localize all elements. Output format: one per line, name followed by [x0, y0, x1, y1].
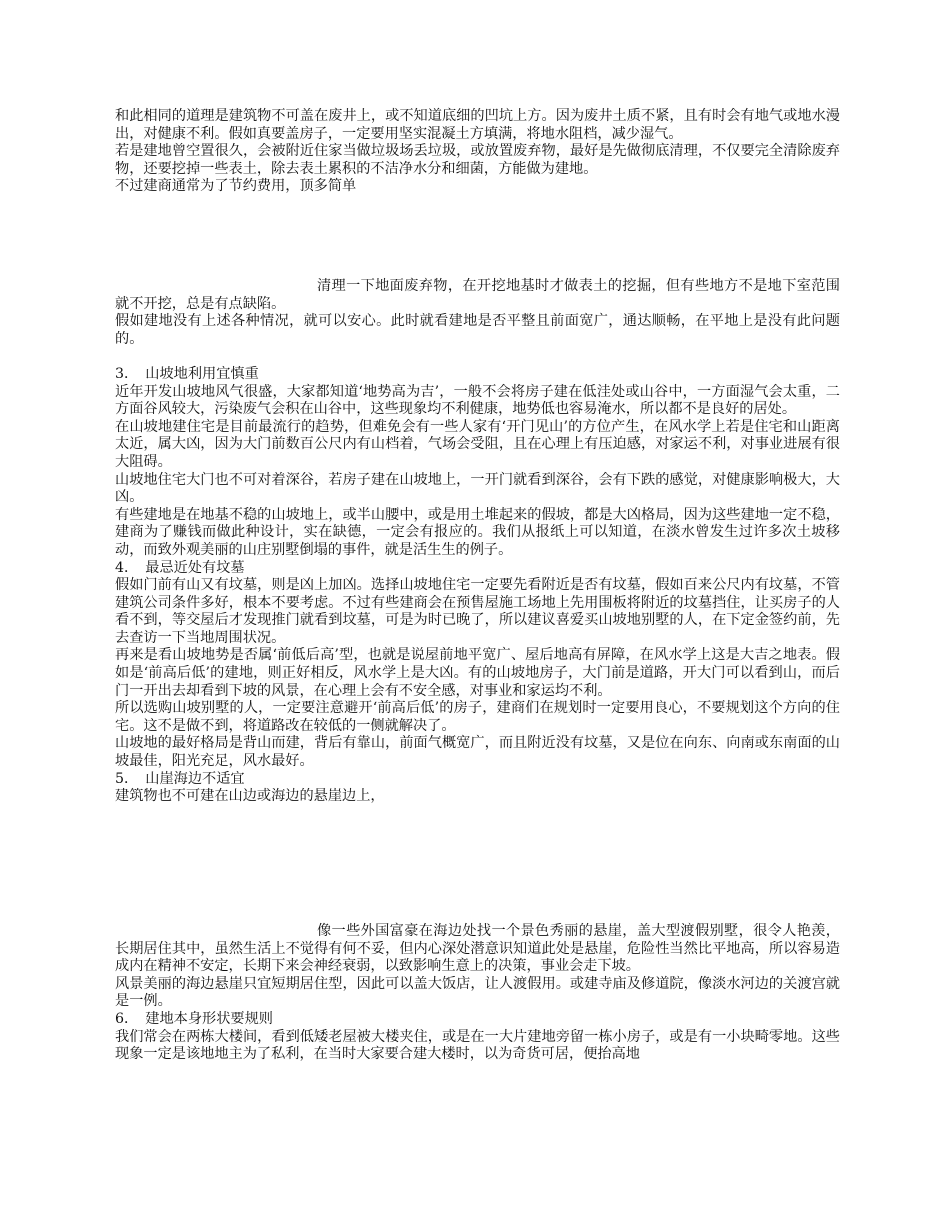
- paragraph-front-low-back-high: 再来是看山坡地势是否属‘前低后高’型，也就是说屋前地平宽广、屋后地高有屏障，在风水学上这是大吉之地表。假如是‘前高后低’的建地，则正好相反，风水学上是大凶。有的山坡地房子，大门前是道路，开大门可以看到山，而后门一开出去却看到下坡的风景，在心理上会有不安全感，对事业和家运均不利。: [115, 647, 840, 699]
- paragraph-facing-valley: 山坡地住宅大门也不可对着深谷，若房子建在山坡地上，一开门就看到深谷，会有下跌的感觉，对健康影响极大，大凶。: [115, 471, 840, 506]
- paragraph-short-stay: 风景美丽的海边悬崖只宜短期居住型，因此可以盖大饭店，让人渡假用。或建寺庙及修道院，像淡水河边的关渡宫就是一例。: [115, 975, 840, 1010]
- paragraph-graves-nearby: 假如门前有山又有坟墓，则是凶上加凶。选择山坡地住宅一定要先看附近是否有坟墓，假如百来公尺内有坟墓，不管建筑公司条件多好，根本不要考虑。不过有些建商会在预售屋施工场地上先用围板将附近的坟墓挡住，让买房子的人看不到，等交屋后才发现推门就看到坟墓，可是为时已晚了，所以建议喜爱买山坡地别墅的人，在下定金签约前，先去查访一下当地周围状况。: [115, 577, 840, 646]
- paragraph-builder-cost: 不过建商通常为了节约费用，顶多简单: [115, 178, 357, 195]
- paragraph-irregular-land: 我们常会在两栋大楼间，看到低矮老屋被大楼夹住，或是在一大片建地旁留一栋小房子，或是有一小块畸零地。这些现象一定是该地地主为了私利，在当时大家要合建大楼时，以为奇货可居，便抬高地: [115, 1028, 840, 1063]
- paragraph-hillside-trend: 近年开发山坡地风气很盛，大家都知道‘地势高为吉’，一般不会将房子建在低洼处或山谷中，一方面湿气会太重，二方面谷风较大，污染废气会积在山谷中，这些现象均不利健康，地势低也容易淹水，所以都不是良好的居处。: [115, 383, 840, 418]
- paragraph-abandoned-well: 和此相同的道理是建筑物不可盖在废井上，或不知道底细的凹坑上方。因为废井土质不紧，且有时会有地气或地水漫出，对健康不利。假如真要盖房子，一定要用坚实混凝土方填满，将地水阻档，减少湿气。: [115, 108, 840, 142]
- text-block-bottom: [115, 923, 840, 1064]
- paragraph-avoid-front-high: 所以选购山坡别墅的人，一定要注意避开‘前高后低’的房子，建商们在规划时一定要用良心，不要规划这个方向的住宅。这不是做不到，将道路改在较低的一侧就解决了。: [115, 700, 840, 734]
- paragraph-facing-mountain: 在山坡地建住宅是目前最流行的趋势，但难免会有一些人家有‘开门见山’的方位产生，在风水学上若是住宅和山距离太近，属大凶，因为大门前数百公尺内有山档着，气场会受阻，且在心理上有压迫感，对家运不利，对事业进展有很大阻碍。: [115, 418, 840, 470]
- paragraph-cliff-edge: 建筑物也不可建在山边或海边的悬崖边上，: [115, 788, 385, 805]
- section-heading-3: 3． 山坡地利用宜慎重: [115, 365, 259, 382]
- paragraph-unstable-ground: 有些建地是在地基不稳的山坡地上，或半山腰中，或是用土堆起来的假坡，都是大凶格局，因为这些建地一定不稳，建商为了赚钱而做此种设计，实在缺德，一定会有报应的。我们从报纸上可以知道，在淡水曾发生过许多次土坡移动，而致外观美丽的山庄别墅倒塌的事件，就是活生生的例子。: [115, 506, 840, 558]
- section-heading-4: 4． 最忌近处有坟墓: [115, 559, 245, 576]
- paragraph-flat-land: 假如建地没有上述各种情况，就可以安心。此时就看建地是否平整且前面宽广，通达顺畅，在平地上是没有此问题的。: [115, 313, 840, 347]
- text-block-middle: [115, 278, 840, 806]
- spacer-line: [115, 348, 840, 366]
- paragraph-best-layout: 山坡地的最好格局是背山而建，背后有靠山，前面气概宽广，而且附近没有坟墓，又是位在向东、向南或东南面的山坡最佳，阳光充足，风水最好。: [115, 735, 840, 770]
- section-heading-6: 6． 建地本身形状要规则: [115, 1010, 273, 1027]
- paragraph-seaside-villa: 像一些外国富豪在海边处找一个景色秀丽的悬崖，盖大型渡假别墅，很令人艳羡，长期居住其中，虽然生活上不觉得有何不妥，但内心深处潜意识知道此处是悬崖，危险性当然比平地高，所以容易造成内在精神不安定，长期下来会神经衰弱，以致影响生意上的决策，事业会走下坡。: [115, 923, 840, 975]
- paragraph-vacant-land: 若是建地曾空置很久，会被附近住家当做垃圾场丢垃圾，或放置废弃物，最好是先做彻底清理，不仅要完全清除废弃物，还要挖掉一些表土，除去表土累积的不洁净水分和细菌，方能做为建地。: [115, 143, 840, 177]
- section-heading-5: 5． 山崖海边不适宜: [115, 770, 245, 787]
- text-block-top: [115, 108, 840, 196]
- paragraph-continued-clearing: 清理一下地面废弃物，在开挖地基时才做表土的挖掘，但有些地方不是地下室范围就不开挖，总是有点缺陷。: [115, 278, 840, 312]
